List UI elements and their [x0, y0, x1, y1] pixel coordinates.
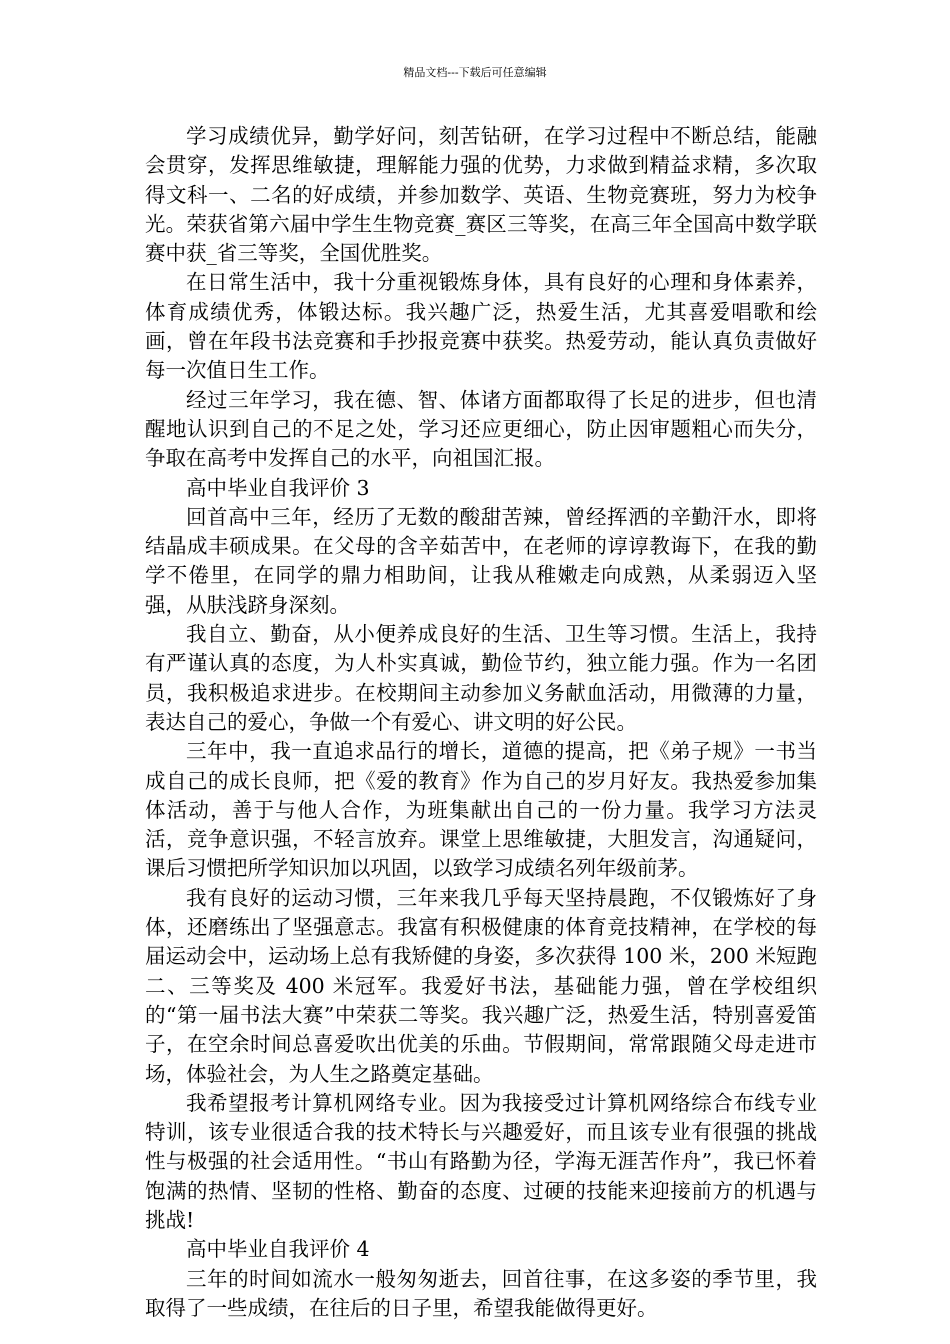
paragraph: 我有良好的运动习惯，三年来我几乎每天坚持晨跑，不仅锻炼好了身体，还磨练出了坚强意志。我富有积极健康的体育竞技精神，在学校的每届运动会中，运动场上总有我矫健的身姿，多次获得 100 米，200 米短跑二、三等奖及 400 米冠军。我爱好书法，基础能力强，曾在学校组织的“第一届书法大赛”中荣获二等奖。我兴趣广泛，热爱生活，特别喜爱笛子，在空余时间总喜爱吹出优美的乐曲。节假期间，常常跟随父母走进市场，体验社会，为人生之路奠定基础。: [145, 885, 817, 1086]
section-heading: 高中毕业自我评价 3: [186, 475, 370, 500]
page-header: 精品文档---下载后可任意编辑: [403, 66, 547, 79]
paragraph: 经过三年学习，我在德、智、体诸方面都取得了长足的进步，但也清醒地认识到自己的不足之处，学习还应更细心，防止因审题粗心而失分，争取在高考中发挥自己的水平，向祖国汇报。: [145, 387, 817, 471]
document-body: [145, 122, 817, 1323]
paragraph: 三年中，我一直追求品行的增长，道德的提高，把《弟子规》一书当成自己的成长良师，把《爱的教育》作为自己的岁月好友。我热爱参加集体活动，善于与他人合作，为班集献出自己的一份力量。我学习方法灵活，竞争意识强，不轻言放弃。课堂上思维敏捷，大胆发言，沟通疑问，课后习惯把所学知识加以巩固，以致学习成绩名列年级前茅。: [145, 739, 817, 881]
paragraph: 我希望报考计算机网络专业。因为我接受过计算机网络综合布线专业特训，该专业很适合我的技术特长与兴趣爱好，而且该专业有很强的挑战性与极强的社会适用性。“书山有路勤为径，学海无涯苦作舟”，我已怀着饱满的热情、坚韧的性格、勤奋的态度、过硬的技能来迎接前方的机遇与挑战!: [145, 1090, 817, 1232]
paragraph: 回首高中三年，经历了无数的酸甜苦辣，曾经挥洒的辛勤汗水，即将结晶成丰硕成果。在父母的含辛茹苦中，在老师的谆谆教诲下，在我的勤学不倦里，在同学的鼎力相助间，让我从稚嫩走向成熟，从柔弱迈入坚强，从肤浅跻身深刻。: [145, 504, 817, 617]
paragraph: 学习成绩优异，勤学好问，刻苦钻研，在学习过程中不断总结，能融会贯穿，发挥思维敏捷，理解能力强的优势，力求做到精益求精，多次取得文科一、二名的好成绩，并参加数学、英语、生物竞赛班，努力为校争光。荣获省第六届中学生生物竞赛_赛区三等奖，在高三年全国高中数学联赛中获_省三等奖，全国优胜奖。: [145, 124, 817, 266]
section-heading: 高中毕业自我评价 4: [186, 1237, 370, 1262]
paragraph: 我自立、勤奋，从小便养成良好的生活、卫生等习惯。生活上，我持有严谨认真的态度，为人朴实真诚，勤俭节约，独立能力强。作为一名团员，我积极追求进步。在校期间主动参加义务献血活动，用微薄的力量，表达自己的爱心，争做一个有爱心、讲文明的好公民。: [145, 622, 817, 734]
paragraph: 在日常生活中，我十分重视锻炼身体，具有良好的心理和身体素养，体育成绩优秀，体锻达标。我兴趣广泛，热爱生活，尤其喜爱唱歌和绘画，曾在年段书法竞赛和手抄报竞赛中获奖。热爱劳动，能认真负责做好每一次值日生工作。: [145, 270, 817, 383]
paragraph: 三年的时间如流水一般匆匆逝去，回首往事，在这多姿的季节里，我取得了一些成绩，在往后的日子里，希望我能做得更好。: [145, 1266, 817, 1320]
